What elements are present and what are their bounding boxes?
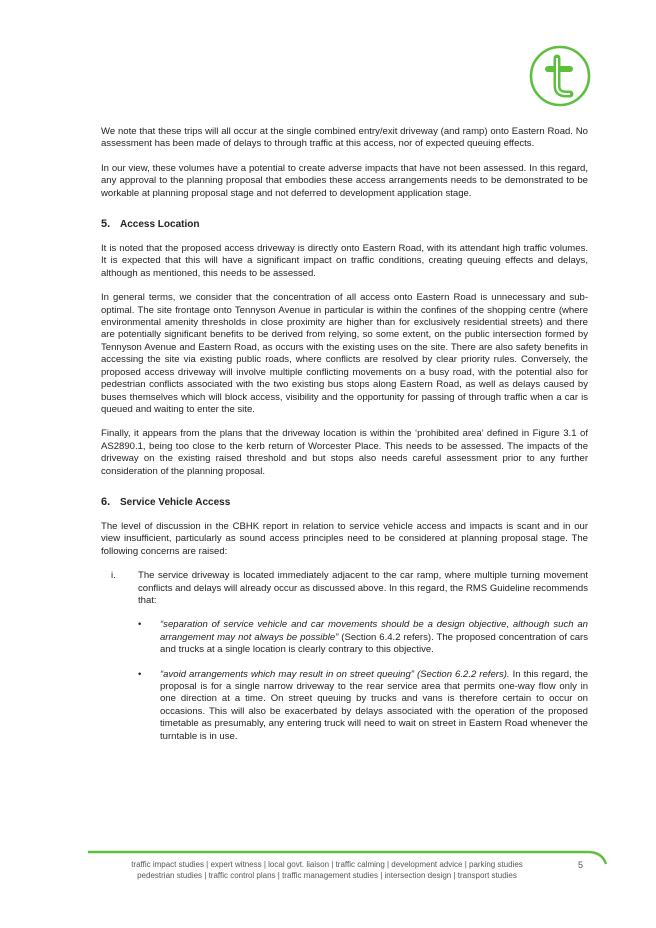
bullet-rest: (Section 6.4.2 refers). The proposed concentration of cars and trucks at a single location is clearly contrary to this objective. xyxy=(160,631,588,656)
document-body xyxy=(101,126,588,743)
intro-paragraph-2: In our view, these volumes have a potential to create adverse impacts that have not been assessed. In this regard, any approval to the planning proposal that embodies these access arrangements needs to be demonstrated to be workable at planning proposal stage and not deferred to development application stage. xyxy=(101,162,588,199)
bullet-item xyxy=(138,669,588,743)
bullet-text xyxy=(160,669,588,743)
section-title: Service Vehicle Access xyxy=(120,496,231,508)
bullet-icon: • xyxy=(138,668,142,680)
bullet-rest: In this regard, the proposal is for a single narrow driveway to the rear service area that permits one-way flow only in one direction at a time. On street queuing by trucks and vans is therefore certain to occur on occasions. This will also be exacerbated by delays associated with the operation of the proposed timetable as presumably, any entering truck will need to wait on street in Eastern Road whenever the turntable is in use. xyxy=(160,668,589,742)
bullet-quote: “separation of service vehicle and car movements should be a design objective, although such an arrangement may not always be possible” xyxy=(160,619,588,643)
bullet-quote: “avoid arrangements which may result in on street queuing” (Section 6.2.2 refers). xyxy=(160,668,510,680)
company-logo xyxy=(528,44,592,108)
page-number: 5 xyxy=(578,860,584,870)
section-number: 6. xyxy=(101,495,111,508)
section-title: Access Location xyxy=(120,219,200,231)
footer-services xyxy=(88,860,566,881)
section-6-heading xyxy=(101,496,588,508)
intro-paragraph-1: We note that these trips will all occur at the single combined entry/exit driveway (and ramp) onto Eastern Road. No assessment has been made of delays to through traffic at this access, nor of expected queuing effects. xyxy=(101,126,588,150)
bullet-text xyxy=(160,619,588,656)
bullet-icon: • xyxy=(138,619,142,631)
section-5-paragraph-2: In general terms, we consider that the concentration of all access onto Eastern Road is unnecessary and sub-optimal. The site frontage onto Tennyson Avenue in particular is within the confines of the shopping centre (where environmental amenity thresholds in close proximity are higher than for exclusively residential streets) and there are potentially significant benefits to be derived from relying, so some extent, on the public intersection formed by Tennyson Avenue and Eastern Road, as occurs with the existing uses on the site. There are also safety benefits in accessing the site via existing public roads, where conflicts are resolved by clear priority rules. Conversely, the proposed access driveway will involve multiple conflicting movements on a busy road, with the potential also for pedestrian conflicts associated with the two existing bus stops along Eastern Road, as well as delays caused by buses themselves which will block access, visibility and the opportunity for passing of through traffic when a car is queued and waiting to enter the site. xyxy=(101,292,588,415)
footer-line-1: traffic impact studies | expert witness | local govt. liaison | traffic calming | development advice | parking studies xyxy=(131,860,523,869)
section-6-intro: The level of discussion in the CBHK report in relation to service vehicle access and impacts is scant and in our view insufficient, particularly as sound access principles need to be considered at planning proposal stage. The following concerns are raised: xyxy=(101,520,588,557)
list-numeral: i. xyxy=(111,570,116,582)
concern-item-i xyxy=(101,570,588,743)
footer-line-2: pedestrian studies | traffic control plans | traffic management studies | intersection design | transport studies xyxy=(137,870,517,880)
section-5-heading xyxy=(101,218,588,230)
section-5-paragraph-3: Finally, it appears from the plans that the driveway location is within the ‘prohibited area’ defined in Figure 3.1 of AS2890.1, being too close to the kerb return of Worcester Place. This needs to be assessed. The impacts of the driveway on the existing raised threshold and but stops also needs careful assessment prior to any further consideration of the planning proposal. xyxy=(101,428,588,477)
bullet-item xyxy=(138,619,588,656)
section-5-paragraph-1: It is noted that the proposed access driveway is directly onto Eastern Road, with its attendant high traffic volumes. It is expected that this will have a significant impact on traffic conditions, creating queuing effects and delays, although as mentioned, this needs to be assessed. xyxy=(101,243,588,279)
concern-text: The service driveway is located immediately adjacent to the car ramp, where multiple turning movement conflicts and delays will already occur as discussed above. In this regard, the RMS Guideline recommends that: xyxy=(138,570,588,606)
section-number: 5. xyxy=(101,218,111,231)
